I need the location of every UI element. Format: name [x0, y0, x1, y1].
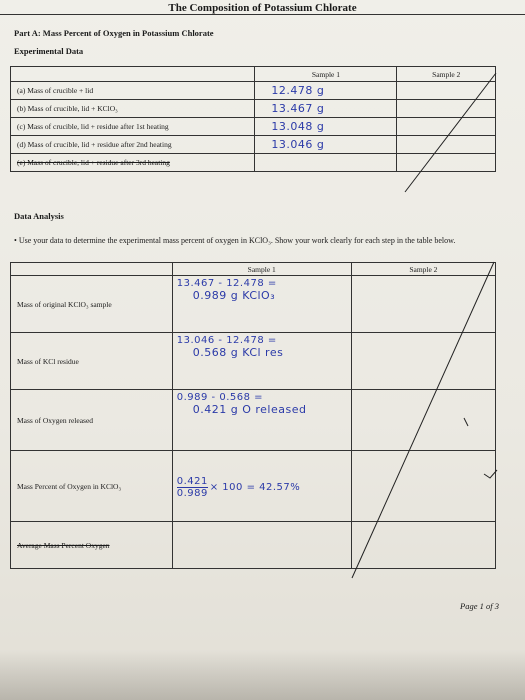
sample2-cross-line-bottom: [352, 262, 494, 578]
page-title: The Composition of Potassium Chlorate: [168, 2, 357, 14]
fraction-denominator: 0.989: [176, 487, 208, 499]
work-line: 13.467 - 12.478 =: [176, 278, 277, 289]
column-sample-2: Sample 2: [351, 263, 495, 276]
column-sample-1: Sample 1: [172, 263, 351, 276]
percent-result: × 100 = 42.57%: [209, 481, 301, 493]
row-label-crossed-out: (e) Mass of crucible, lid + residue after 3rd heating: [11, 154, 255, 172]
part-a-heading: Part A: Mass Percent of Oxygen in Potassium Chlorate: [14, 28, 214, 38]
tick-mark-icon: [464, 418, 468, 426]
row-label-crossed-out: Average Mass Percent Oxygen: [11, 522, 173, 569]
work-line: 0.989 - 0.568 =: [176, 392, 264, 403]
row-label: Mass Percent of Oxygen in KClO₃: [11, 451, 173, 522]
row-label: Mass of KCl residue: [11, 333, 173, 390]
column-sample-1: Sample 1: [255, 67, 397, 82]
work-result: 0.989 g KClO₃: [192, 289, 276, 302]
work-line: 13.046 - 12.478 =: [176, 335, 277, 346]
data-analysis-heading: Data Analysis: [14, 211, 64, 221]
row-label: (b) Mass of crucible, lid + KClO₃: [11, 100, 255, 118]
row-label: (c) Mass of crucible, lid + residue after 1st heating: [11, 118, 255, 136]
check-mark-icon: [484, 470, 497, 478]
sample1-value[interactable]: 13.467 g: [271, 102, 325, 115]
row-label: Mass of Oxygen released: [11, 390, 173, 451]
sample2-cross-line-top: [405, 73, 496, 192]
bullet-icon: •: [14, 236, 19, 245]
fraction-numerator: 0.421: [176, 475, 208, 487]
work-result: 0.568 g KCl res: [192, 346, 284, 359]
sample1-value[interactable]: 12.478 g: [271, 84, 325, 97]
instruction-body: Use your data to determine the experimental mass percent of oxygen in KClO₃. Show your work clearly for each step in the table below.: [18, 236, 456, 245]
sample1-value[interactable]: 13.046 g: [271, 138, 325, 151]
experimental-data-heading: Experimental Data: [14, 46, 84, 56]
row-label: (d) Mass of crucible, lid + residue after 2nd heating: [11, 136, 255, 154]
sample1-value[interactable]: 13.048 g: [271, 120, 325, 133]
row-label: Mass of original KClO₃ sample: [11, 276, 173, 333]
page-shadow: [0, 650, 525, 700]
work-result: 0.421 g O released: [192, 403, 307, 416]
page-number: Page 1 of 3: [460, 601, 499, 611]
row-label: (a) Mass of crucible + lid: [11, 82, 255, 100]
column-sample-2: Sample 2: [397, 67, 496, 82]
